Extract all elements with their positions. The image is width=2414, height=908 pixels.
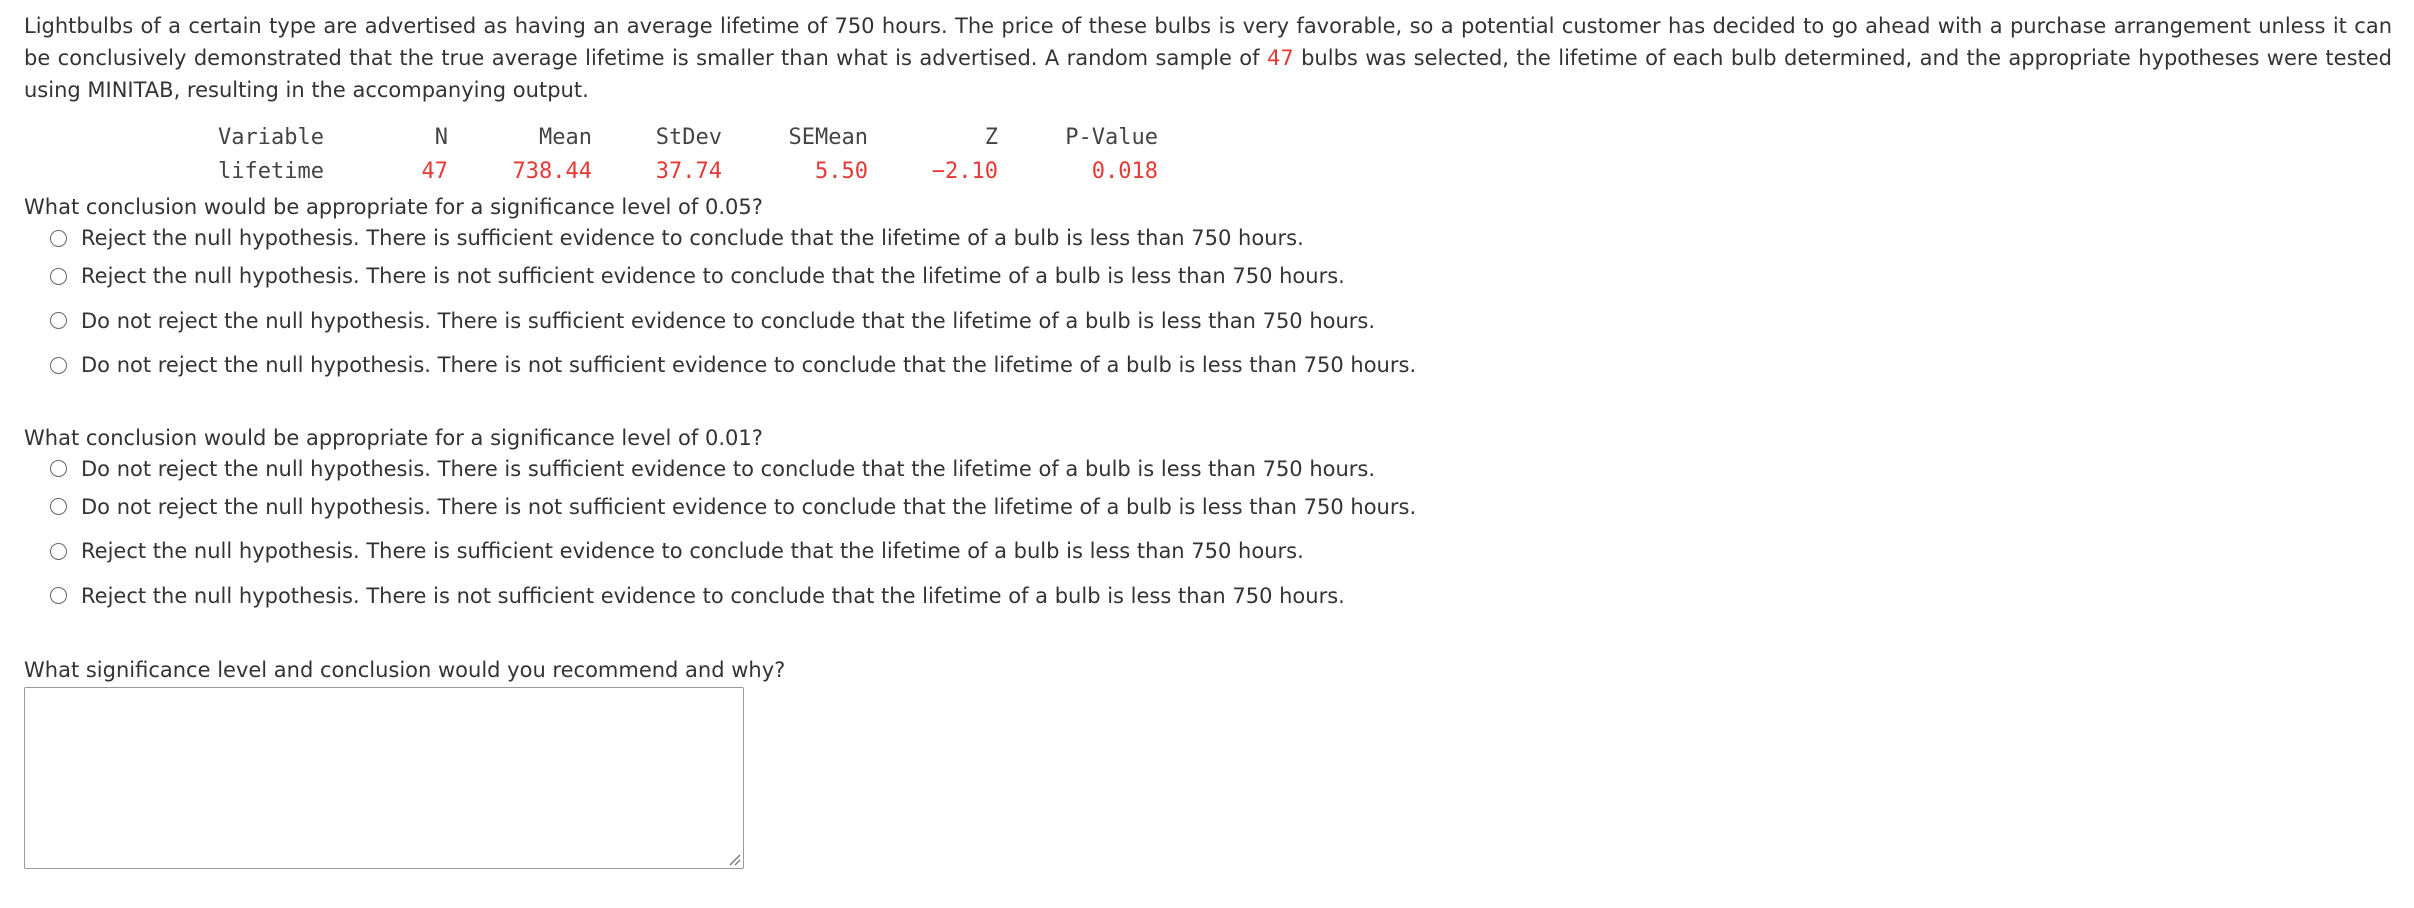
q1-option-4[interactable] — [50, 343, 2392, 388]
answer-textarea[interactable] — [24, 687, 744, 869]
header-semean: SEMean — [788, 124, 868, 150]
header-stdev: StDev — [655, 124, 722, 150]
header-z: Z — [984, 124, 998, 150]
radio-button[interactable] — [50, 268, 67, 285]
q2-option-1[interactable] — [50, 453, 2392, 485]
radio-button[interactable] — [50, 230, 67, 247]
option-label: Do not reject the null hypothesis. There is not sufficient evidence to conclude that the lifetime of a bulb is less than 750 hours. — [81, 494, 1417, 519]
minitab-output-table — [218, 120, 1158, 188]
q2-option-4[interactable] — [50, 574, 2392, 619]
question-2-prompt: What conclusion would be appropriate for a significance level of 0.01? — [24, 425, 763, 450]
question-2-options — [24, 453, 2392, 619]
cell-variable: lifetime — [218, 158, 324, 184]
radio-button[interactable] — [50, 587, 67, 604]
minitab-header-row — [218, 120, 1158, 154]
option-label: Do not reject the null hypothesis. There is sufficient evidence to conclude that the lifetime of a bulb is less than 750 hours. — [81, 456, 1376, 481]
radio-button[interactable] — [50, 357, 67, 374]
cell-n: 47 — [421, 158, 448, 184]
header-variable: Variable — [218, 124, 324, 150]
radio-button[interactable] — [50, 460, 67, 477]
problem-statement — [24, 10, 2392, 106]
q2-option-2[interactable] — [50, 485, 2392, 530]
q1-option-3[interactable] — [50, 299, 2392, 344]
cell-z: −2.10 — [931, 158, 998, 184]
question-1-prompt: What conclusion would be appropriate for a significance level of 0.05? — [24, 195, 763, 219]
q1-option-2[interactable] — [50, 254, 2392, 299]
option-label: Do not reject the null hypothesis. There is sufficient evidence to conclude that the lifetime of a bulb is less than 750 hours. — [81, 308, 1376, 333]
radio-button[interactable] — [50, 543, 67, 560]
cell-stdev: 37.74 — [655, 158, 722, 184]
header-p-value: P-Value — [1065, 124, 1158, 150]
resize-handle-icon[interactable] — [727, 852, 741, 866]
option-label: Reject the null hypothesis. There is not sufficient evidence to conclude that the lifetime of a bulb is less than 750 hours. — [81, 583, 1345, 608]
radio-button[interactable] — [50, 498, 67, 515]
option-label: Reject the null hypothesis. There is not sufficient evidence to conclude that the lifetime of a bulb is less than 750 hours. — [81, 264, 1345, 289]
minitab-data-row — [218, 154, 1158, 188]
question-page — [24, 10, 2392, 869]
question-1-options — [24, 222, 2392, 388]
header-n: N — [434, 124, 448, 150]
cell-mean: 738.44 — [512, 158, 592, 184]
option-label: Reject the null hypothesis. There is sufficient evidence to conclude that the lifetime of a bulb is less than 750 hours. — [81, 226, 1304, 250]
cell-p-value: 0.018 — [1091, 158, 1158, 184]
radio-button[interactable] — [50, 312, 67, 329]
question-3-prompt: What significance level and conclusion would you recommend and why? — [24, 658, 786, 682]
sample-size-value: 47 — [1266, 46, 1294, 70]
header-mean: Mean — [539, 124, 592, 150]
cell-semean: 5.50 — [815, 158, 868, 184]
intro-text-part1: Lightbulbs of a certain type are advertised as having an average lifetime of 750 hours. The price of these bulbs is very favorable, so a potential customer has decided to go ahead with a purchase arrangement unless it can be conclusively demonstrated that the true average lifetime is smaller than what is advertised. A random sample of — [24, 14, 2392, 70]
intro-text-part2: bulbs was selected, the lifetime of each bulb determined, and the appropriate hypotheses were tested using MINITAB, resulting in the accompanying output. — [24, 46, 2392, 102]
option-label: Reject the null hypothesis. There is sufficient evidence to conclude that the lifetime of a bulb is less than 750 hours. — [81, 539, 1304, 564]
option-label: Do not reject the null hypothesis. There is not sufficient evidence to conclude that the lifetime of a bulb is less than 750 hours. — [81, 353, 1417, 378]
q2-option-3[interactable] — [50, 529, 2392, 574]
q1-option-1[interactable] — [50, 222, 2392, 254]
